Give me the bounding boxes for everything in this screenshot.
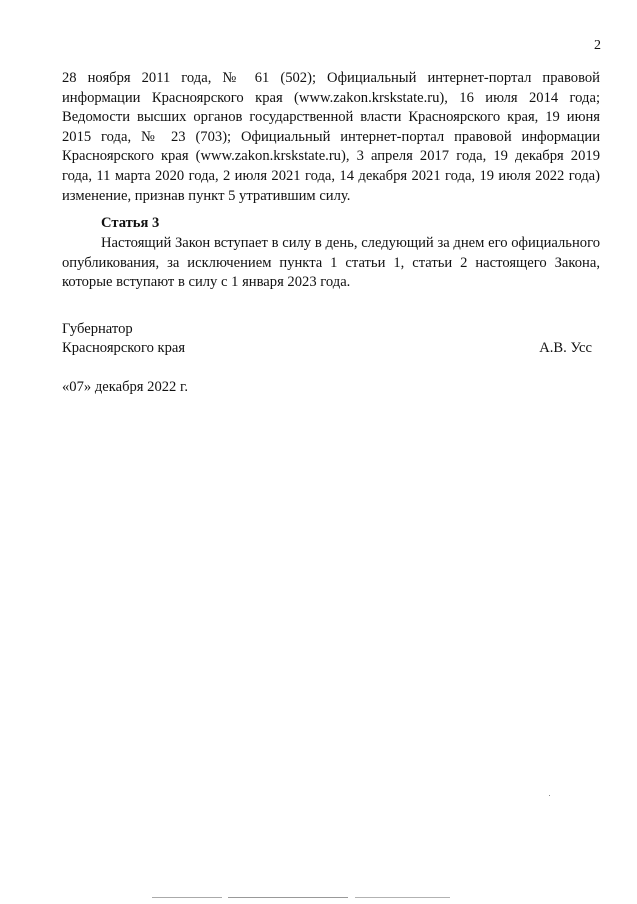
- article-heading: Статья 3: [101, 215, 160, 231]
- signer-title-line-1: Губернатор: [62, 321, 133, 337]
- signer-name: А.В. Усс: [539, 340, 592, 356]
- intro-paragraph: 28 ноября 2011 года, № 61 (502); Официальный интернет-портал правовой информации Красноярского края (www.zakon.krskstate.ru), 16 июля 2014 года; Ведомости высших органов государственной власти Красноярского края, 19 июня 2015 года, № 23 (703); Официальный интернет-портал правовой информации Красноярского края (www.zakon.krskstate.ru), 3 апреля 2017 года, 19 декабря 2019 года, 11 марта 2020 года, 2 июля 2021 года, 14 декабря 2021 года, 19 июля 2022 года) изменение, признав пункт 5 утратившим силу.: [62, 70, 600, 204]
- scan-artifact-line: [152, 897, 222, 898]
- scan-artifact-dot: [549, 795, 550, 796]
- page-number: 2: [594, 38, 601, 53]
- document-date: «07» декабря 2022 г.: [62, 379, 188, 395]
- signer-title-line-2: Красноярского края: [62, 340, 186, 356]
- article-text: Настоящий Закон вступает в силу в день, следующий за днем его официального опубликования, за исключением пункта 1 статьи 1, статьи 2 настоящего Закона, которые вступают в силу с 1 января 2023 года.: [62, 235, 600, 291]
- scan-artifact-line: [228, 897, 348, 898]
- scan-artifact-line: [355, 897, 450, 898]
